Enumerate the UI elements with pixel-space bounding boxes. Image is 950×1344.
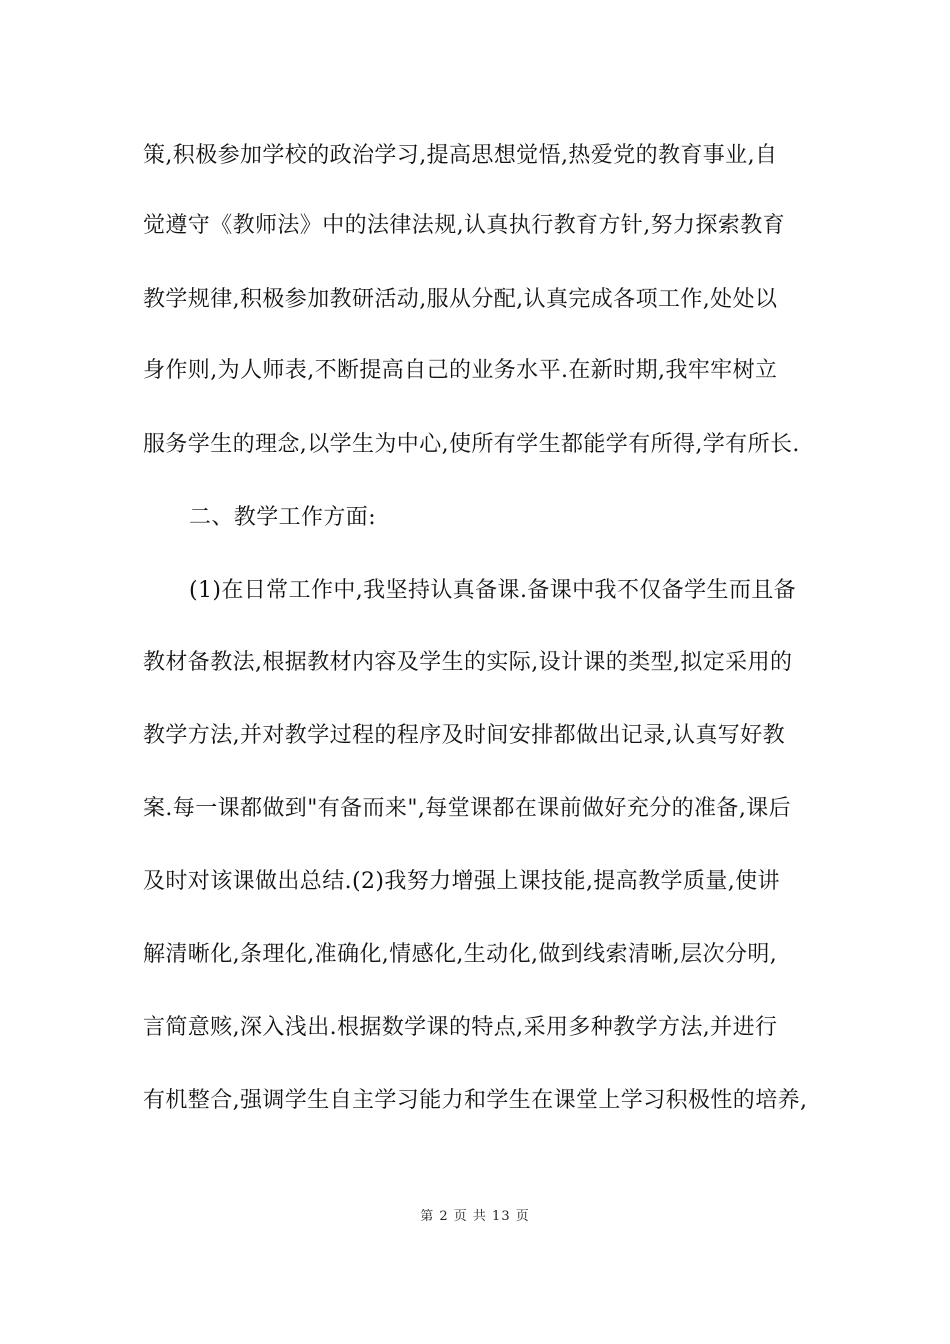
text-line-11: 及时对该课做出总结.(2)我努力增强上课技能,提高教学质量,使讲 [143, 869, 780, 894]
page-number-footer: 第 2 页 共 13 页 [420, 1209, 530, 1224]
text-line-13: 言简意赅,深入浅出.根据数学课的特点,采用多种教学方法,并进行 [143, 1015, 778, 1040]
text-line-4: 身作则,为人师表,不断提高自己的业务水平.在新时期,我牢牢树立 [143, 358, 778, 383]
text-line-7: (1)在日常工作中,我坚持认真备课.备课中我不仅备学生而且备 [189, 578, 797, 603]
section-heading: 二、教学工作方面: [189, 505, 377, 530]
text-line-10: 案.每一课都做到"有备而来",每堂课都在课前做好充分的准备,课后 [143, 796, 792, 821]
text-line-8: 教材备教法,根据教材内容及学生的实际,设计课的类型,拟定采用的 [143, 650, 793, 675]
text-line-3: 教学规律,积极参加教研活动,服从分配,认真完成各项工作,处处以 [143, 287, 778, 312]
text-line-1: 策,积极参加学校的政治学习,提高思想觉悟,热爱党的教育事业,自 [143, 143, 778, 168]
text-line-5: 服务学生的理念,以学生为中心,使所有学生都能学有所得,学有所长. [143, 432, 800, 457]
text-line-9: 教学方法,并对教学过程的程序及时间安排都做出记录,认真写好教 [143, 723, 785, 748]
text-line-14: 有机整合,强调学生自主学习能力和学生在课堂上学习积极性的培养, [143, 1088, 808, 1113]
text-line-2: 觉遵守《教师法》中的法律法规,认真执行教育方针,努力探索教育 [143, 213, 785, 238]
text-line-12: 解清晰化,条理化,准确化,情感化,生动化,做到线索清晰,层次分明, [143, 942, 778, 967]
